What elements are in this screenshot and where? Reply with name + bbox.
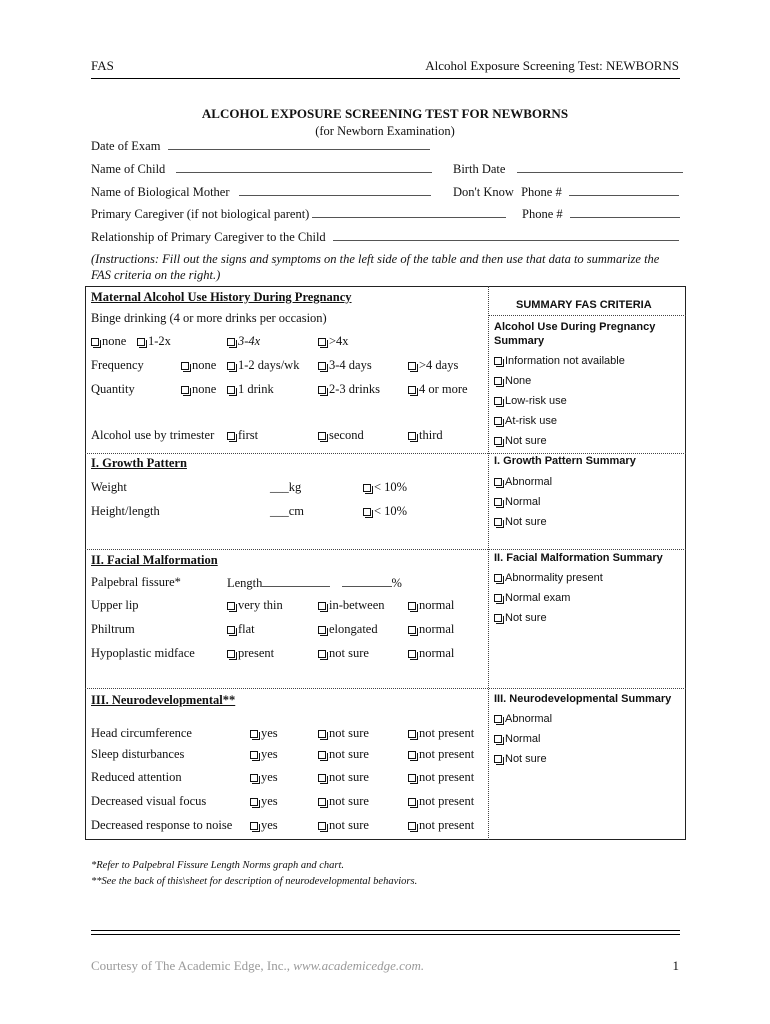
- checkbox-icon[interactable]: [250, 751, 258, 759]
- philtrum-label: Philtrum: [91, 622, 135, 636]
- binge-none-option[interactable]: [91, 334, 126, 349]
- checkbox-icon[interactable]: [408, 626, 416, 634]
- option-label: not sure: [329, 818, 369, 832]
- page-title: ALCOHOL EXPOSURE SCREENING TEST FOR NEWBORNS: [201, 106, 569, 121]
- neuro-option[interactable]: [408, 794, 474, 809]
- checkbox-icon[interactable]: [494, 397, 502, 405]
- option-label: Normal: [505, 733, 541, 745]
- checkbox-icon[interactable]: [318, 432, 326, 440]
- checkbox-icon[interactable]: [408, 386, 416, 394]
- header-right: Alcohol Exposure Screening Test: NEWBORNS: [425, 58, 679, 73]
- option-label: normal: [419, 646, 455, 660]
- neuro-option[interactable]: [318, 794, 369, 809]
- summary-option[interactable]: [494, 733, 540, 745]
- palpebral-label: Palpebral fissure*: [91, 575, 181, 589]
- birth-date-field[interactable]: [453, 161, 683, 177]
- checkbox-icon[interactable]: [408, 774, 416, 782]
- summary-option[interactable]: [494, 753, 547, 765]
- checkbox-icon[interactable]: [227, 626, 235, 634]
- courtesy-label: Courtesy of The Academic Edge, Inc.,: [91, 958, 294, 973]
- percent-line[interactable]: [342, 575, 392, 587]
- option-label: present: [238, 646, 275, 660]
- page-number: 1: [672, 958, 679, 973]
- name-of-child-field[interactable]: [91, 161, 432, 177]
- phone1-label: Phone #: [521, 185, 562, 199]
- date-of-exam-line[interactable]: [168, 138, 430, 150]
- alcohol-summary-title: Alcohol Use During Pregnancy Summary: [494, 321, 656, 347]
- checkbox-icon[interactable]: [408, 602, 416, 610]
- binge-gt4x-option[interactable]: [318, 334, 349, 349]
- caregiver-label: Primary Caregiver (if not biological parent): [91, 207, 310, 221]
- option-label: very thin: [238, 598, 283, 612]
- neuro-option[interactable]: [408, 726, 474, 741]
- quantity-2-3-option[interactable]: [318, 382, 380, 397]
- neuro-option[interactable]: [250, 726, 278, 741]
- footnote-1: *Refer to Palpebral Fissure Length Norms graph and chart.: [91, 860, 345, 871]
- summary-option[interactable]: [494, 375, 531, 387]
- checkbox-icon[interactable]: [363, 484, 371, 492]
- neuro-option[interactable]: [250, 794, 278, 809]
- name-of-child-line[interactable]: [176, 161, 432, 173]
- relationship-line[interactable]: [333, 229, 679, 241]
- checkbox-icon[interactable]: [227, 602, 235, 610]
- mother-name-label: Name of Biological Mother: [91, 185, 230, 199]
- option-label: flat: [238, 622, 255, 636]
- option-label: first: [238, 428, 259, 442]
- checkbox-icon[interactable]: [318, 338, 326, 346]
- option-label: yes: [261, 794, 278, 808]
- option-label: Normal: [505, 496, 541, 508]
- section-divider-facial: [85, 549, 686, 550]
- neuro-option[interactable]: [250, 747, 278, 762]
- checkbox-icon[interactable]: [494, 377, 502, 385]
- mother-name-line[interactable]: [239, 184, 431, 196]
- option-label: not sure: [329, 726, 369, 740]
- checkbox-icon[interactable]: [494, 437, 502, 445]
- option-label: third: [419, 428, 443, 442]
- checkbox-icon[interactable]: [250, 774, 258, 782]
- birth-date-line[interactable]: [517, 161, 683, 173]
- checkbox-icon[interactable]: [318, 751, 326, 759]
- page-subtitle: (for Newborn Examination): [315, 124, 455, 138]
- summary-option[interactable]: [494, 592, 570, 604]
- summary-option[interactable]: [494, 395, 567, 407]
- checkbox-icon[interactable]: [494, 518, 502, 526]
- relationship-label: Relationship of Primary Caregiver to the Child: [91, 230, 326, 244]
- binge-label: Binge drinking (4 or more drinks per occasion): [91, 311, 327, 325]
- length-line[interactable]: [262, 575, 330, 587]
- checkbox-icon[interactable]: [494, 614, 502, 622]
- weight-label: Weight: [91, 480, 127, 494]
- checkbox-icon[interactable]: [227, 432, 235, 440]
- weight-unit[interactable]: ___kg: [270, 480, 302, 494]
- checkbox-icon[interactable]: [181, 362, 189, 370]
- option-label: 3-4x: [238, 334, 261, 348]
- height-pct-option[interactable]: [363, 504, 407, 519]
- neuro-option[interactable]: [250, 818, 278, 833]
- weight-pct-option[interactable]: [363, 480, 407, 495]
- binge-1-2x-option[interactable]: [137, 334, 171, 349]
- option-label: 1-2 days/wk: [238, 358, 300, 372]
- option-label: not present: [419, 794, 475, 808]
- neuro-summary-title: III. Neurodevelopmental Summary: [494, 693, 672, 705]
- frequency-gt4-option[interactable]: [408, 358, 458, 373]
- checkbox-icon[interactable]: [494, 498, 502, 506]
- option-label: none: [192, 382, 217, 396]
- option-label: Not sure: [505, 435, 547, 447]
- header-left: FAS: [91, 58, 114, 73]
- trimester-second-option[interactable]: [318, 428, 364, 443]
- neuro-row-label: Sleep disturbances: [91, 747, 185, 761]
- neuro-option[interactable]: [408, 747, 474, 762]
- frequency-none-option[interactable]: [181, 358, 216, 373]
- birth-date-label: Birth Date: [453, 162, 506, 176]
- upper-lip-label: Upper lip: [91, 598, 139, 612]
- checkbox-icon[interactable]: [408, 822, 416, 830]
- checkbox-icon[interactable]: [494, 357, 502, 365]
- neuro-option[interactable]: [250, 770, 278, 785]
- checkbox-icon[interactable]: [494, 478, 502, 486]
- option-label: 3-4 days: [329, 358, 372, 372]
- option-label: none: [102, 334, 127, 348]
- header-rule: [91, 78, 680, 79]
- option-label: in-between: [329, 598, 385, 612]
- palpebral-length-field[interactable]: [227, 575, 402, 591]
- philtrum-normal-option[interactable]: [408, 622, 454, 637]
- courtesy-text: [91, 958, 424, 974]
- summary-option[interactable]: [494, 415, 557, 427]
- checkbox-icon[interactable]: [318, 626, 326, 634]
- summary-option[interactable]: [494, 355, 625, 367]
- option-label: not sure: [329, 747, 369, 761]
- summary-option[interactable]: [494, 476, 552, 488]
- date-of-exam-label: Date of Exam: [91, 139, 161, 153]
- checkbox-icon[interactable]: [137, 338, 145, 346]
- quantity-none-option[interactable]: [181, 382, 216, 397]
- checkbox-icon[interactable]: [494, 574, 502, 582]
- philtrum-elongated-option[interactable]: [318, 622, 378, 637]
- option-label: Abnormal: [505, 476, 553, 488]
- length-label: Length: [227, 576, 263, 590]
- option-label: Abnormality present: [505, 572, 603, 584]
- facial-title: II. Facial Malformation: [91, 553, 218, 567]
- midface-label: Hypoplastic midface: [91, 646, 195, 660]
- quantity-label: Quantity: [91, 382, 135, 396]
- date-of-exam-field[interactable]: [91, 138, 430, 154]
- option-label: Abnormal: [505, 713, 553, 725]
- checkbox-icon[interactable]: [91, 338, 99, 346]
- neuro-option[interactable]: [318, 770, 369, 785]
- checkbox-icon[interactable]: [408, 751, 416, 759]
- facial-summary-title: II. Facial Malformation Summary: [494, 552, 663, 564]
- option-label: yes: [261, 818, 278, 832]
- checkbox-icon[interactable]: [181, 386, 189, 394]
- section-divider-growth: [85, 453, 686, 454]
- midface-present-option[interactable]: [227, 646, 274, 661]
- checkbox-icon[interactable]: [227, 338, 235, 346]
- summary-option[interactable]: [494, 496, 540, 508]
- checkbox-icon[interactable]: [227, 650, 235, 658]
- percent-label: %: [391, 576, 402, 590]
- checkbox-icon[interactable]: [318, 822, 326, 830]
- neuro-option[interactable]: [318, 747, 369, 762]
- neuro-option[interactable]: [408, 770, 474, 785]
- footnote-2: **See the back of this\sheet for description of neurodevelopmental behaviors.: [91, 876, 418, 887]
- phone2-label: Phone #: [522, 207, 563, 221]
- checkbox-icon[interactable]: [250, 730, 258, 738]
- option-label: elongated: [329, 622, 378, 636]
- upper-lip-thin-option[interactable]: [227, 598, 283, 613]
- option-label: >4 days: [419, 358, 459, 372]
- option-label: normal: [419, 622, 455, 636]
- neuro-title: III. Neurodevelopmental**: [91, 693, 236, 707]
- checkbox-icon[interactable]: [494, 715, 502, 723]
- checkbox-icon[interactable]: [318, 650, 326, 658]
- option-label: yes: [261, 747, 278, 761]
- checkbox-icon[interactable]: [363, 508, 371, 516]
- option-label: Not sure: [505, 516, 547, 528]
- upper-lip-normal-option[interactable]: [408, 598, 454, 613]
- option-label: None: [505, 375, 532, 387]
- option-label: 1-2x: [148, 334, 171, 348]
- frequency-label: Frequency: [91, 358, 144, 372]
- option-label: < 10%: [374, 504, 408, 518]
- option-label: none: [192, 358, 217, 372]
- caregiver-line[interactable]: [312, 206, 506, 218]
- frequency-3-4-option[interactable]: [318, 358, 372, 373]
- option-label: Low-risk use: [505, 395, 567, 407]
- option-label: not sure: [329, 794, 369, 808]
- checkbox-icon[interactable]: [408, 432, 416, 440]
- summary-option[interactable]: [494, 516, 547, 528]
- checkbox-icon[interactable]: [250, 822, 258, 830]
- option-label: >4x: [329, 334, 349, 348]
- option-label: Not sure: [505, 753, 547, 765]
- mother-name-field[interactable]: [91, 184, 431, 200]
- footer-double-rule: [91, 930, 680, 935]
- option-label: 1 drink: [238, 382, 274, 396]
- neuro-row-label: Decreased response to noise: [91, 818, 233, 832]
- option-label: Information not available: [505, 355, 625, 367]
- trimester-third-option[interactable]: [408, 428, 443, 443]
- midface-notsure-option[interactable]: [318, 646, 369, 661]
- neuro-row-label: Head circumference: [91, 726, 192, 740]
- checkbox-icon[interactable]: [318, 798, 326, 806]
- checkbox-icon[interactable]: [318, 774, 326, 782]
- option-label: yes: [261, 726, 278, 740]
- option-label: 4 or more: [419, 382, 468, 396]
- option-label: not sure: [329, 770, 369, 784]
- midface-normal-option[interactable]: [408, 646, 454, 661]
- checkbox-icon[interactable]: [494, 417, 502, 425]
- option-label: normal: [419, 598, 455, 612]
- philtrum-flat-option[interactable]: [227, 622, 255, 637]
- checkbox-icon[interactable]: [494, 594, 502, 602]
- table-column-divider: [488, 286, 489, 840]
- neuro-option[interactable]: [318, 818, 369, 833]
- option-label: Not sure: [505, 612, 547, 624]
- quantity-4-option[interactable]: [408, 382, 468, 397]
- summary-option[interactable]: [494, 435, 547, 447]
- checkbox-icon[interactable]: [494, 735, 502, 743]
- summary-title-divider: [488, 315, 686, 316]
- summary-option[interactable]: [494, 713, 552, 725]
- checkbox-icon[interactable]: [494, 755, 502, 763]
- option-label: < 10%: [374, 480, 408, 494]
- trimester-first-option[interactable]: [227, 428, 258, 443]
- courtesy-url[interactable]: www.academicedge.com.: [293, 958, 425, 973]
- option-label: not present: [419, 747, 475, 761]
- option-label: second: [329, 428, 364, 442]
- binge-3-4x-option[interactable]: [227, 334, 260, 349]
- phone1-field[interactable]: [453, 184, 679, 200]
- checkbox-icon[interactable]: [250, 798, 258, 806]
- neuro-row-label: Decreased visual focus: [91, 794, 207, 808]
- phone2-line[interactable]: [570, 206, 680, 218]
- quantity-1-option[interactable]: [227, 382, 274, 397]
- checkbox-icon[interactable]: [318, 362, 326, 370]
- neuro-option[interactable]: [408, 818, 474, 833]
- frequency-1-2-option[interactable]: [227, 358, 299, 373]
- option-label: not present: [419, 818, 475, 832]
- checkbox-icon[interactable]: [227, 386, 235, 394]
- height-unit[interactable]: ___cm: [270, 504, 305, 518]
- name-of-child-label: Name of Child: [91, 162, 166, 176]
- trimester-label: Alcohol use by trimester: [91, 428, 215, 442]
- checkbox-icon[interactable]: [408, 362, 416, 370]
- summary-title: SUMMARY FAS CRITERIA: [516, 299, 652, 311]
- dont-know-label: Don't Know: [453, 185, 514, 199]
- checkbox-icon[interactable]: [318, 730, 326, 738]
- neuro-option[interactable]: [318, 726, 369, 741]
- option-label: Normal exam: [505, 592, 571, 604]
- growth-title: I. Growth Pattern: [91, 456, 187, 470]
- option-label: not sure: [329, 646, 369, 660]
- checkbox-icon[interactable]: [318, 602, 326, 610]
- phone2-field[interactable]: [522, 206, 680, 222]
- checkbox-icon[interactable]: [408, 798, 416, 806]
- checkbox-icon[interactable]: [318, 386, 326, 394]
- maternal-title: Maternal Alcohol Use History During Pregnancy: [91, 290, 352, 304]
- growth-summary-title: I. Growth Pattern Summary: [494, 455, 636, 467]
- relationship-field[interactable]: [91, 229, 679, 245]
- section-divider-neuro: [85, 688, 686, 689]
- option-label: not present: [419, 770, 475, 784]
- upper-lip-between-option[interactable]: [318, 598, 385, 613]
- option-label: At-risk use: [505, 415, 557, 427]
- caregiver-field[interactable]: [91, 206, 506, 222]
- option-label: not present: [419, 726, 475, 740]
- neuro-row-label: Reduced attention: [91, 770, 182, 784]
- checkbox-icon[interactable]: [408, 650, 416, 658]
- option-label: 2-3 drinks: [329, 382, 381, 396]
- option-label: yes: [261, 770, 278, 784]
- instructions: (Instructions: Fill out the signs and symptoms on the left side of the table and then use that data to summarize the FAS criteria on the right.): [91, 252, 660, 282]
- summary-option[interactable]: [494, 572, 603, 584]
- checkbox-icon[interactable]: [408, 730, 416, 738]
- phone1-line[interactable]: [569, 184, 679, 196]
- height-label: Height/length: [91, 504, 160, 518]
- summary-option[interactable]: [494, 612, 547, 624]
- checkbox-icon[interactable]: [227, 362, 235, 370]
